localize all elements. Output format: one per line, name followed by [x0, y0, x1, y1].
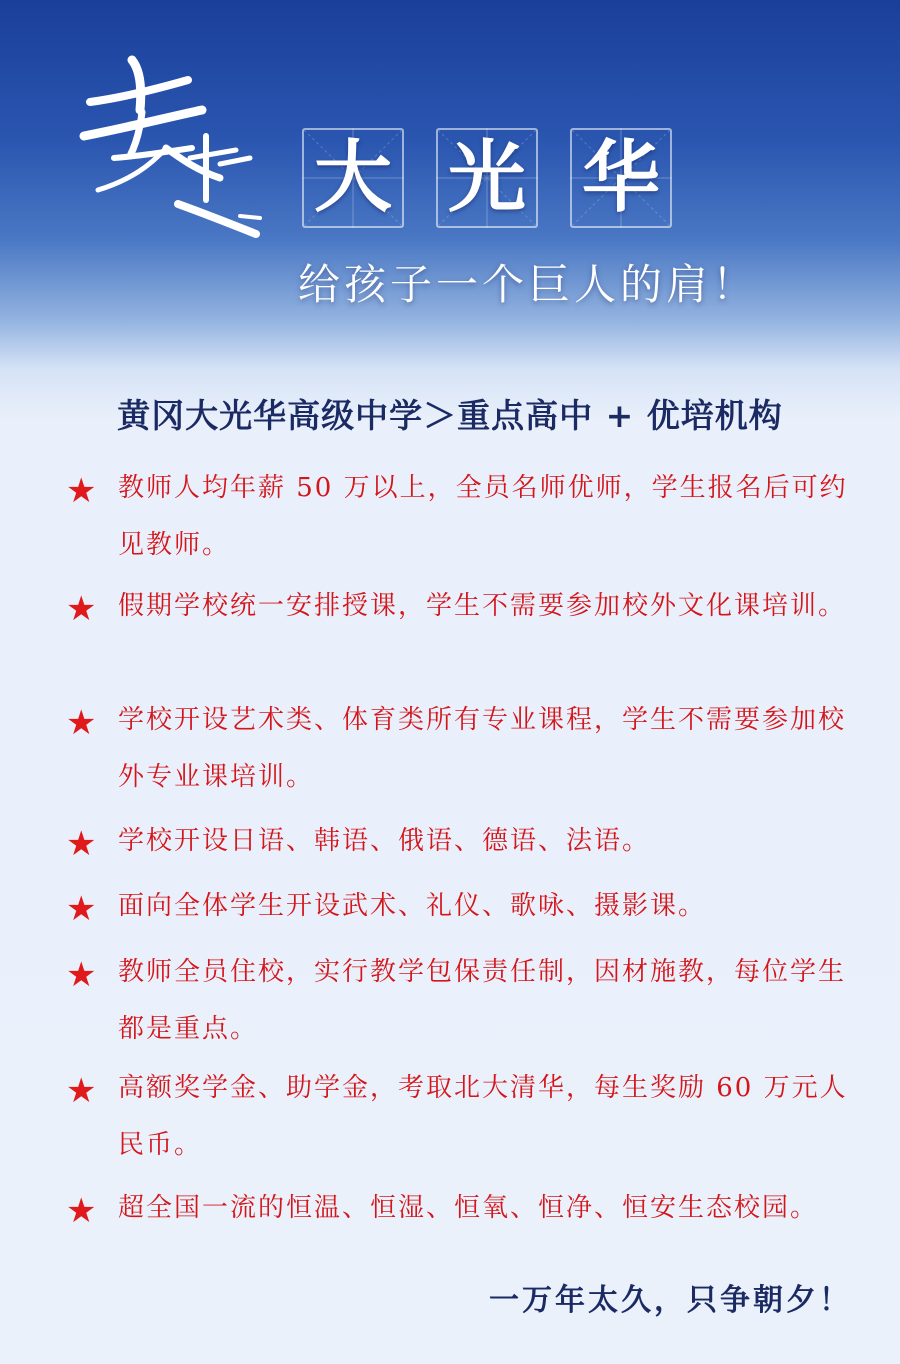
star-icon: ★ [66, 889, 97, 929]
closing-quote: 一万年太久，只争朝夕！ [489, 1283, 852, 1318]
calligraphy-strokes [70, 40, 270, 250]
feature-text: 面向全体学生开设武术、礼仪、歌咏、摄影课。 [118, 891, 707, 921]
grid-char-text: 华 [581, 132, 660, 223]
feature-text: 教师全员住校，实行教学包保责任制，因材施教，每位学生都是重点。 [118, 957, 847, 1044]
star-icon: ★ [66, 1191, 97, 1231]
feature-text: 教师人均年薪 50 万以上，全员名师优师，学生报名后可约见教师。 [118, 473, 848, 560]
star-icon: ★ [66, 1071, 97, 1111]
feature-text: 超全国一流的恒温、恒湿、恒氧、恒净、恒安生态校园。 [118, 1193, 819, 1223]
grid-char-text: 大 [313, 132, 392, 223]
headline: 黄冈大光华高级中学＞重点高中 + 优培机构 [117, 396, 783, 435]
grid-char-text: 光 [447, 132, 526, 223]
slogan: 给孩子一个巨人的肩！ [298, 260, 759, 309]
star-icon: ★ [66, 824, 97, 864]
star-icon: ★ [66, 471, 97, 511]
grid-char-da [302, 128, 404, 228]
feature-text: 高额奖学金、助学金，考取北大清华，每生奖励 60 万元人民币。 [118, 1073, 848, 1160]
star-icon: ★ [66, 703, 97, 743]
calligraphy-logo [70, 40, 270, 250]
feature-text: 学校开设日语、韩语、俄语、德语、法语。 [118, 826, 651, 856]
feature-text: 假期学校统一安排授课，学生不需要参加校外文化课培训。 [118, 591, 847, 621]
star-icon: ★ [66, 589, 97, 629]
hero-banner [0, 0, 900, 380]
star-icon: ★ [66, 955, 97, 995]
grid-char-hua [570, 128, 672, 228]
feature-text: 学校开设艺术类、体育类所有专业课程，学生不需要参加校外专业课培训。 [118, 705, 847, 792]
grid-char-guang [436, 128, 538, 228]
